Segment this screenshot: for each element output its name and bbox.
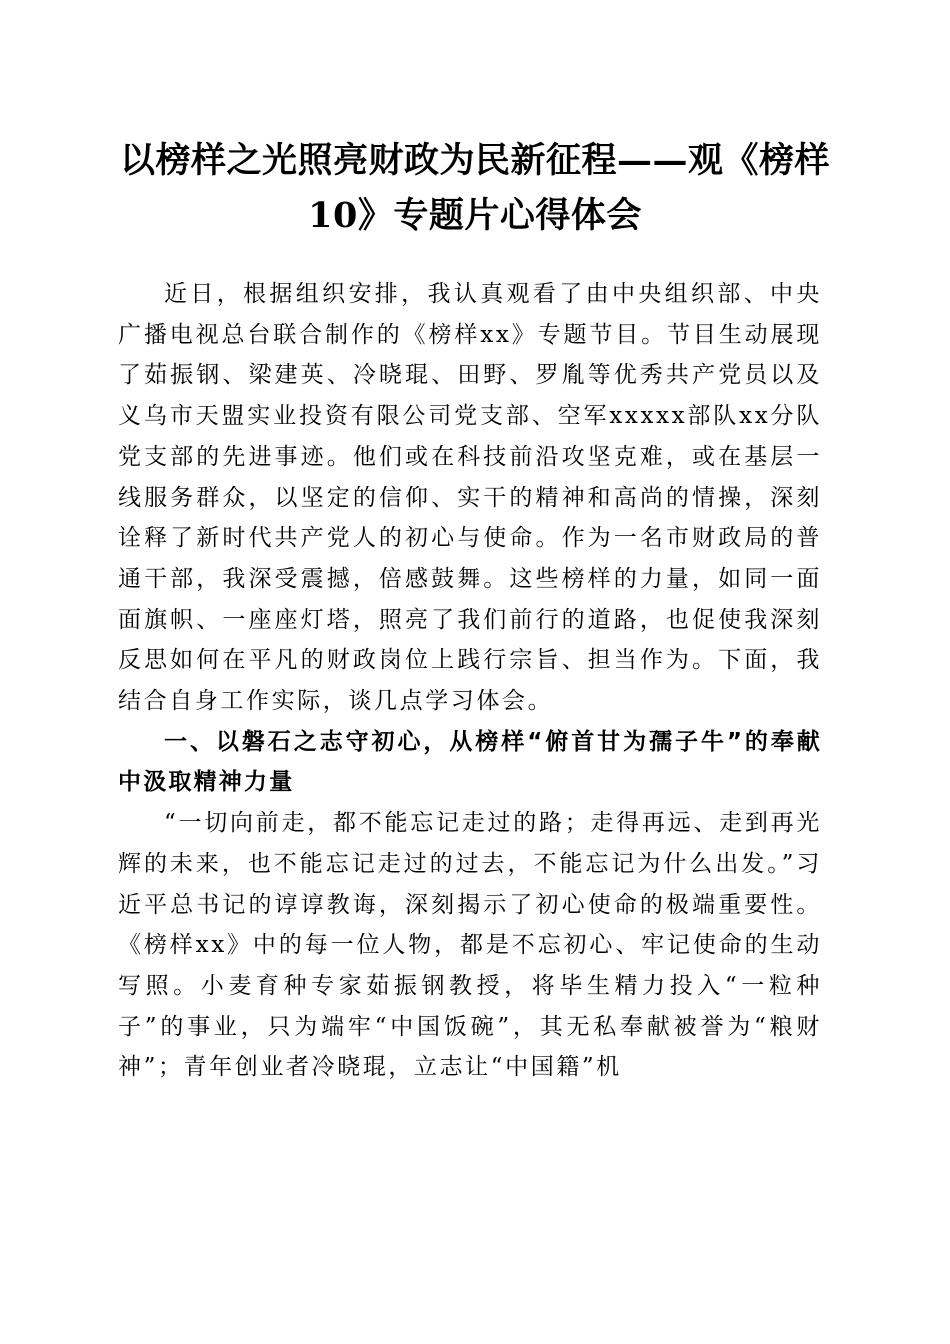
- paragraph-intro: 近日，根据组织安排，我认真观看了由中央组织部、中央广播电视总台联合制作的《榜样xx》专题节目。节目生动展现了茹振钢、梁建英、冷晓琨、田野、罗胤等优秀共产党员以及义乌市天盟实业投资有限公司党支部、空军xxxxx部队xx分队党支部的先进事迹。他们或在科技前沿攻坚克难，或在基层一线服务群众，以坚定的信仰、实干的精神和高尚的情操，深刻诠释了新时代共产党人的初心与使命。作为一名市财政局的普通干部，我深受震撼，倍感鼓舞。这些榜样的力量，如同一面面旗帜、一座座灯塔，照亮了我们前行的道路，也促使我深刻反思如何在平凡的财政岗位上践行宗旨、担当作为。下面，我结合自身工作实际，谈几点学习体会。: [118, 281, 822, 715]
- section-heading-1: 一、以磐石之志守初心，从榜样“俯首甘为孺子牛”的奉献中汲取精神力量: [118, 728, 822, 796]
- document-title: 以榜样之光照亮财政为民新征程——观《榜样10》专题片心得体会: [119, 140, 830, 236]
- paragraph-section-1: “一切向前走，都不能忘记走过的路；走得再远、走到再光辉的未来，也不能忘记走过的过去，不能忘记为什么出发。”习近平总书记的谆谆教诲，深刻揭示了初心使命的极端重要性。《榜样xx》中的每一位人物，都是不忘初心、牢记使命的生动写照。小麦育种专家茹振钢教授，将毕生精力投入“一粒种子”的事业，只为端牢“中国饭碗”，其无私奉献被誉为“粮财神”；青年创业者冷晓琨，立志让“中国籍”机: [118, 810, 822, 1081]
- document-body: [118, 274, 822, 1088]
